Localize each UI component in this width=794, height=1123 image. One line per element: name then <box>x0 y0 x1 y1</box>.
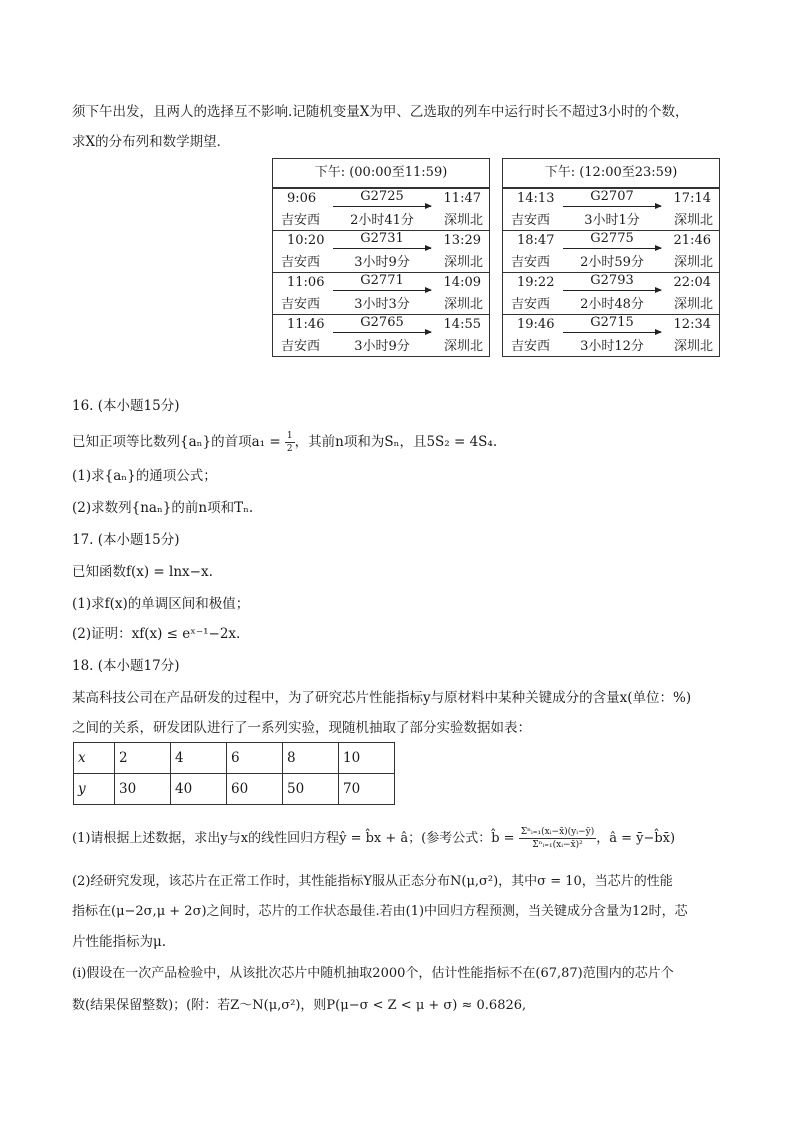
table-cell: 40 <box>171 774 227 805</box>
table-row <box>74 774 395 805</box>
train-number: G2771 <box>360 273 404 288</box>
arrow-icon <box>333 290 431 291</box>
arrow-icon <box>333 332 431 333</box>
duration: 3小时9分 <box>354 255 410 270</box>
q18-part-2-line-2: 指标在(μ−2σ,μ + 2σ)之间时，芯片的工作状态最佳.若由(1)中回归方程预测，当关键成分含量为12时，芯 <box>72 904 688 919</box>
table-cell: 4 <box>171 743 227 774</box>
q18-part-1-b: ，â = ȳ−b̂x̄) <box>596 831 676 846</box>
q18-part-2-line-3: 片性能指标为μ. <box>72 934 167 950</box>
schedule-row <box>503 188 719 230</box>
fraction-denominator: 2 <box>286 444 293 454</box>
table-cell: 70 <box>339 774 395 805</box>
schedule-row <box>503 230 719 272</box>
arrive-time: 12:34 <box>673 317 711 332</box>
train-number: G2765 <box>360 315 404 330</box>
arrive-time: 17:14 <box>673 191 711 206</box>
depart-station: 吉安西 <box>281 297 321 312</box>
q16-fraction <box>285 430 295 455</box>
q18-stem-1: 某高科技公司在产品研发的过程中，为了研究芯片性能指标y与原材料中某种关键成分的含量x(单位：%) <box>72 690 692 706</box>
table-cell: 60 <box>227 774 283 805</box>
depart-time: 9:06 <box>287 191 317 206</box>
intro-line-1: 须下午出发，且两人的选择互不影响.记随机变量X为甲、乙选取的列车中运行时长不超过3小时的个数， <box>72 104 689 120</box>
arrive-station: 深圳北 <box>673 255 713 270</box>
duration: 3小时12分 <box>580 339 644 354</box>
q16-part-1: (1)求{aₙ}的通项公式； <box>72 468 217 484</box>
q18-title: 18. (本小题17分) <box>72 658 180 674</box>
schedule-row <box>273 188 489 230</box>
depart-time: 14:13 <box>517 191 555 206</box>
q17-part-1: (1)求f(x)的单调区间和极值； <box>72 596 250 612</box>
intro-line-2: 求X的分布列和数学期望． <box>72 134 231 150</box>
depart-time: 11:46 <box>287 317 325 332</box>
depart-time: 11:06 <box>287 275 325 290</box>
arrive-station: 深圳北 <box>443 339 483 354</box>
depart-time: 10:20 <box>287 233 325 248</box>
q18-stem-2: 之间的关系，研发团队进行了一系列实验，现随机抽取了部分实验数据如表： <box>72 720 531 736</box>
arrive-station: 深圳北 <box>673 213 713 228</box>
schedule-left-header: 下午: (00:00至11:59) <box>273 159 489 188</box>
arrow-icon <box>563 332 661 333</box>
schedule-right-header: 下午: (12:00至23:59) <box>503 159 719 188</box>
depart-station: 吉安西 <box>511 255 551 270</box>
arrive-time: 22:04 <box>673 275 711 290</box>
table-cell: 2 <box>115 743 171 774</box>
duration: 2小时41分 <box>350 213 414 228</box>
arrive-station: 深圳北 <box>443 255 483 270</box>
table-row <box>74 743 395 774</box>
depart-station: 吉安西 <box>281 339 321 354</box>
schedule-row <box>503 272 719 314</box>
table-cell: 30 <box>115 774 171 805</box>
arrive-station: 深圳北 <box>673 297 713 312</box>
table-cell: 6 <box>227 743 283 774</box>
train-number: G2731 <box>360 231 404 246</box>
depart-time: 18:47 <box>517 233 555 248</box>
train-number: G2793 <box>590 273 634 288</box>
duration: 3小时3分 <box>354 297 410 312</box>
duration: 2小时59分 <box>580 255 644 270</box>
duration: 3小时1分 <box>584 213 640 228</box>
arrive-station: 深圳北 <box>443 213 483 228</box>
q16-title: 16. (本小题15分) <box>72 398 180 414</box>
regression-fraction <box>519 826 597 851</box>
table-header-y: y <box>74 774 115 805</box>
depart-station: 吉安西 <box>511 213 551 228</box>
table-header-x: x <box>74 743 115 774</box>
arrive-time: 14:09 <box>443 275 481 290</box>
arrow-icon <box>563 290 661 291</box>
q16-stem-a: 已知正项等比数列{aₙ}的首项a₁ = <box>72 434 285 450</box>
arrive-time: 21:46 <box>673 233 711 248</box>
table-cell: 8 <box>283 743 339 774</box>
depart-time: 19:46 <box>517 317 555 332</box>
q17-stem: 已知函数f(x) = lnx−x. <box>72 564 213 580</box>
arrive-station: 深圳北 <box>443 297 483 312</box>
schedule-row <box>503 314 719 356</box>
q18-part-1 <box>72 826 675 851</box>
depart-station: 吉安西 <box>511 339 551 354</box>
schedule-table-right <box>502 158 720 357</box>
q17-title: 17. (本小题15分) <box>72 532 180 548</box>
depart-station: 吉安西 <box>281 255 321 270</box>
q16-stem <box>72 430 497 455</box>
arrive-station: 深圳北 <box>673 339 713 354</box>
q18-part-i-line-2: 数(结果保留整数)；(附：若Z～N(μ,σ²)，则P(μ−σ < Z < μ + σ) ≈ 0.6826, <box>72 998 527 1013</box>
data-table <box>73 742 395 805</box>
q18-part-i-line-1: (i)假设在一次产品检验中，从该批次芯片中随机抽取2000个，估计性能指标不在(67,87)范围内的芯片个 <box>72 966 674 981</box>
q18-part-2-line-1: (2)经研究发现，该芯片在正常工作时，其性能指标Y服从正态分布N(μ,σ²)，其中σ = 10，当芯片的性能 <box>72 874 673 889</box>
depart-time: 19:22 <box>517 275 555 290</box>
schedule-table-left <box>272 158 490 357</box>
duration: 3小时9分 <box>354 339 410 354</box>
q17-part-2: (2)证明：xf(x) ≤ eˣ⁻¹−2x. <box>72 626 241 642</box>
schedule-row <box>273 230 489 272</box>
q16-part-2: (2)求数列{naₙ}的前n项和Tₙ. <box>72 500 254 516</box>
schedule-row <box>273 314 489 356</box>
q18-part-1-a: (1)请根据上述数据，求出y与x的线性回归方程ŷ = b̂x + â；(参考公式：b̂ = <box>72 831 515 846</box>
table-cell: 50 <box>283 774 339 805</box>
table-cell: 10 <box>339 743 395 774</box>
arrive-time: 13:29 <box>443 233 481 248</box>
fraction-denominator: Σⁿᵢ₌₁(xᵢ−x̄)² <box>532 840 583 850</box>
schedule-row <box>273 272 489 314</box>
train-number: G2715 <box>590 315 634 330</box>
fraction-numerator: 1 <box>286 431 293 441</box>
duration: 2小时48分 <box>580 297 644 312</box>
arrow-icon <box>563 248 661 249</box>
arrow-icon <box>333 206 431 207</box>
arrive-time: 11:47 <box>443 191 481 206</box>
q16-stem-b: ，其前n项和为Sₙ，且5S₂ = 4S₄. <box>294 434 498 450</box>
train-number: G2775 <box>590 231 634 246</box>
arrive-time: 14:55 <box>443 317 481 332</box>
train-number: G2707 <box>590 189 634 204</box>
train-number: G2725 <box>360 189 404 204</box>
fraction-numerator: Σⁿᵢ₌₁(xᵢ−x̄)(yᵢ−ȳ) <box>520 827 595 837</box>
arrow-icon <box>333 248 431 249</box>
arrow-icon <box>563 206 661 207</box>
depart-station: 吉安西 <box>281 213 321 228</box>
depart-station: 吉安西 <box>511 297 551 312</box>
